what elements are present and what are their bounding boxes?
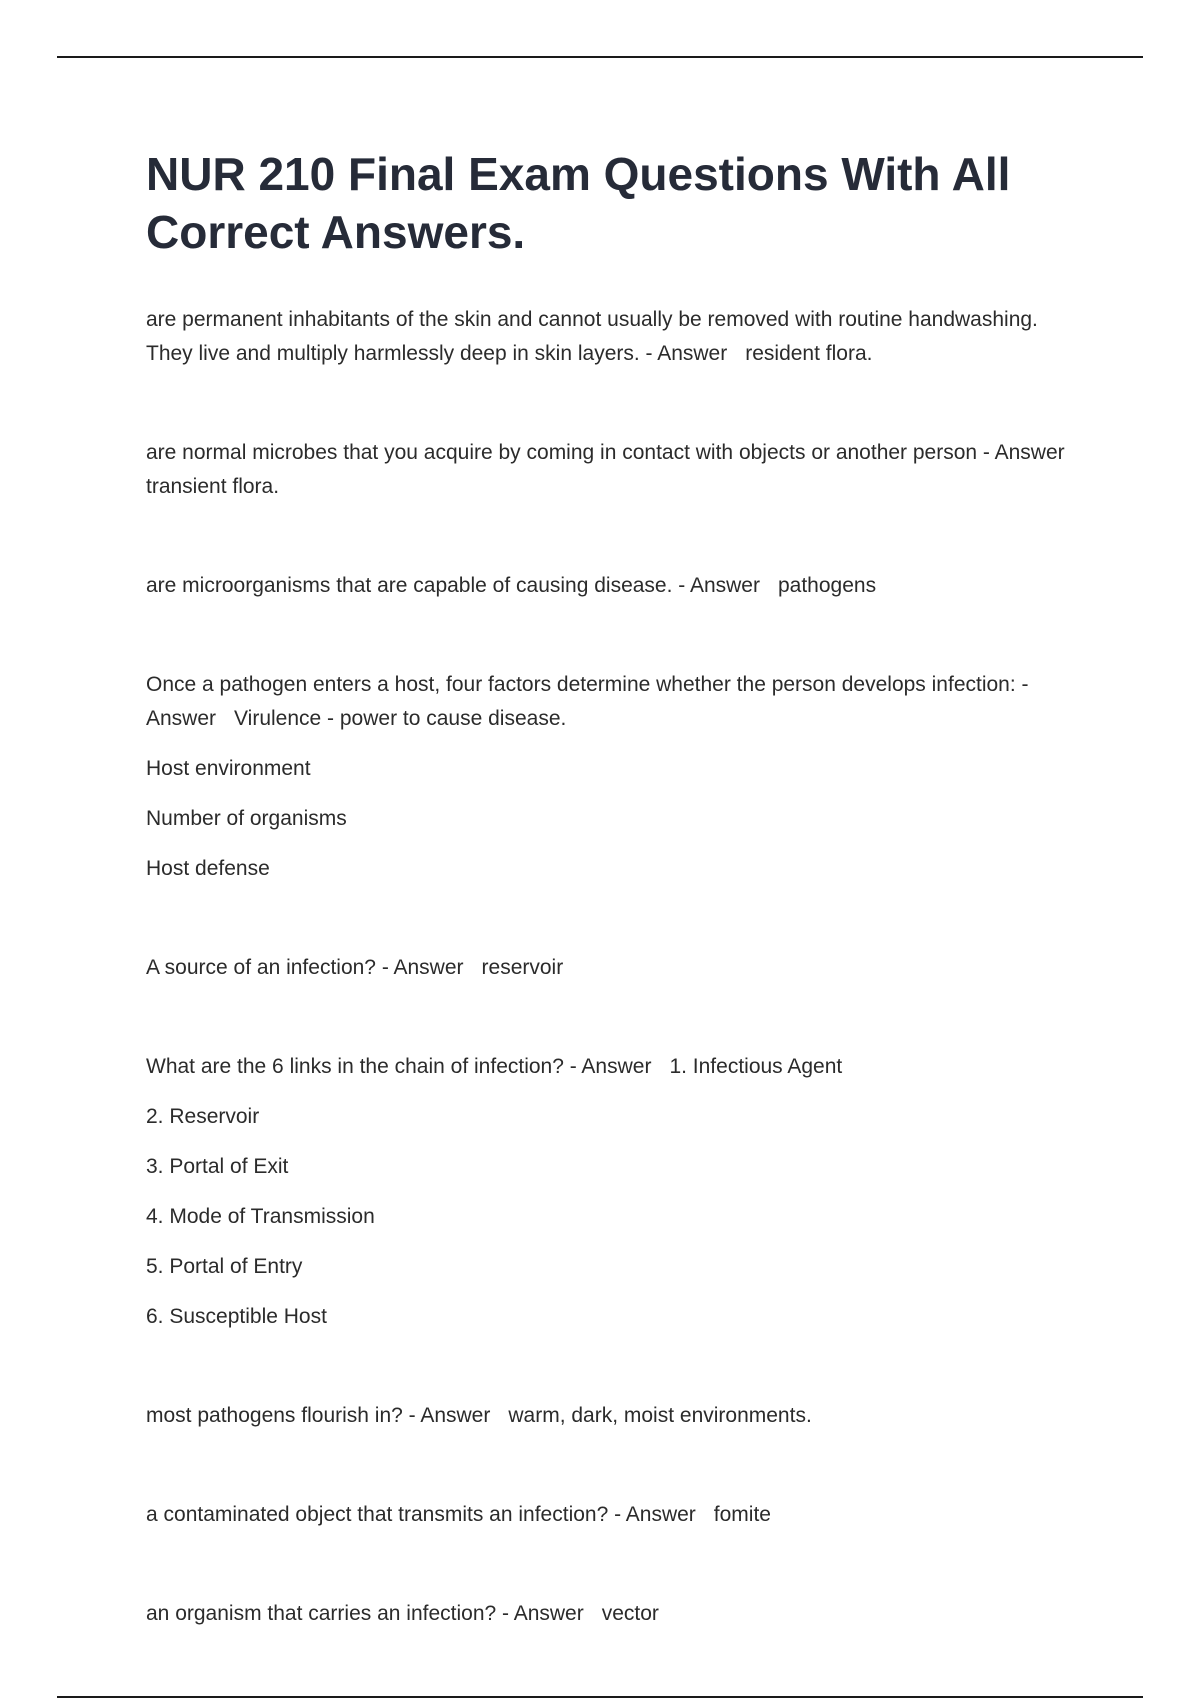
qa-list [146, 303, 1086, 1631]
answer-text: fomite [713, 1503, 771, 1526]
answer-line: 5. Portal of Entry [146, 1255, 303, 1278]
answer-text: resident flora. [745, 342, 873, 365]
question-text: What are the 6 links in the chain of infection? - Answer [146, 1055, 652, 1078]
qa-item [146, 1399, 1086, 1433]
question-text: are microorganisms that are capable of causing disease. - Answer [146, 574, 760, 597]
qa-item [146, 303, 1086, 371]
top-rule [57, 56, 1143, 58]
answer-text: Virulence - power to cause disease. [234, 707, 567, 730]
qa-item [146, 1498, 1086, 1532]
answer-line: 2. Reservoir [146, 1105, 260, 1128]
answer-text: transient flora. [146, 475, 280, 498]
answer-text: 1. Infectious Agent [669, 1055, 843, 1078]
question-text: Once a pathogen enters a host, four factors determine whether the person develops infection: - Answer [146, 673, 1029, 730]
answer-line: 3. Portal of Exit [146, 1155, 289, 1178]
question-text: most pathogens flourish in? - Answer [146, 1404, 491, 1427]
question-text: are permanent inhabitants of the skin and cannot usually be removed with routine handwashing. They live and multiply harmlessly deep in skin layers. - Answer [146, 308, 1038, 365]
question-text: an organism that carries an infection? - Answer [146, 1602, 584, 1625]
qa-item [146, 951, 1086, 985]
answer-text: reservoir [481, 956, 564, 979]
qa-item [146, 1050, 1086, 1084]
answer-line: 6. Susceptible Host [146, 1305, 327, 1328]
qa-item [146, 436, 1086, 504]
qa-item [146, 1597, 1086, 1631]
qa-item [146, 569, 1086, 603]
answer-line: 4. Mode of Transmission [146, 1205, 375, 1228]
bottom-rule [57, 1696, 1143, 1698]
qa-item [146, 668, 1086, 736]
answer-line: Number of organisms [146, 807, 347, 830]
answer-text: warm, dark, moist environments. [508, 1404, 812, 1427]
answer-text: vector [601, 1602, 659, 1625]
answer-line: Host defense [146, 857, 270, 880]
document-title: NUR 210 Final Exam Questions With All Correct Answers. [146, 148, 1011, 258]
question-text: a contaminated object that transmits an infection? - Answer [146, 1503, 696, 1526]
answer-text: pathogens [777, 574, 877, 597]
question-text: are normal microbes that you acquire by coming in contact with objects or another person - Answer [146, 441, 1065, 464]
answer-line: Host environment [146, 757, 311, 780]
question-text: A source of an infection? - Answer [146, 956, 464, 979]
